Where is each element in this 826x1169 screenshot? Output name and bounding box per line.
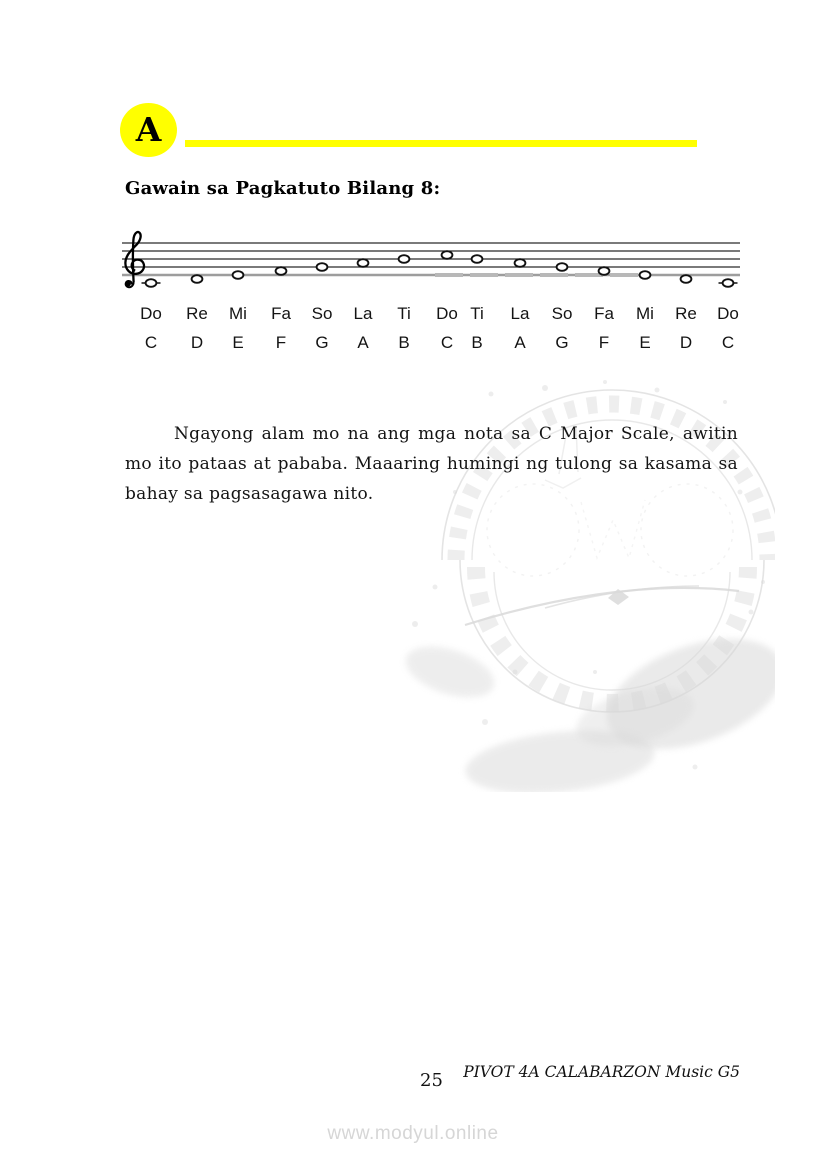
treble-clef-icon [125, 232, 144, 287]
solfege-label: Ti [470, 304, 484, 323]
site-watermark-text: www.modyul.online [327, 1123, 499, 1144]
note-letter-label: D [190, 333, 204, 352]
whole-note [399, 255, 410, 263]
whole-note [233, 271, 244, 279]
whole-note [515, 259, 526, 267]
note-letter-label: C [721, 333, 735, 352]
whole-note [276, 267, 287, 275]
note-letter-label: B [471, 333, 483, 352]
solfege-label: Do [717, 304, 739, 323]
solfege-label: Mi [229, 304, 247, 323]
whole-note [472, 255, 483, 263]
footer-module-title: PIVOT 4A CALABARZON Music G5 [463, 1063, 740, 1081]
whole-note [723, 279, 734, 287]
music-staff [120, 228, 745, 298]
solfege-label: Ti [397, 304, 411, 323]
note-letter-row [0, 333, 826, 355]
solfege-label: So [551, 304, 573, 323]
note-letter-label: G [555, 333, 569, 352]
note-letter-label: A [514, 333, 526, 352]
whole-note [640, 271, 651, 279]
note-letter-label: F [275, 333, 287, 352]
solfege-label: Re [186, 304, 208, 323]
whole-note [317, 263, 328, 271]
section-marker-circle [120, 103, 177, 157]
section-rule [185, 140, 697, 147]
page-number: 25 [420, 1070, 443, 1091]
note-letter-label: D [679, 333, 693, 352]
note-letter-label: G [315, 333, 329, 352]
whole-note [358, 259, 369, 267]
whole-note [557, 263, 568, 271]
solfege-label: Do [140, 304, 162, 323]
note-letter-label: C [440, 333, 454, 352]
solfege-label: Fa [271, 304, 291, 323]
instruction-paragraph: Ngayong alam mo na ang mga nota sa C Major Scale, awitin mo ito pataas at pababa. Maaaring humingi ng tulong sa kasama sa bahay sa pagsasagawa nito. [125, 424, 738, 504]
whole-note [192, 275, 203, 283]
note-letter-label: E [232, 333, 244, 352]
solfege-row [0, 304, 826, 326]
note-letter-label: B [398, 333, 410, 352]
solfege-label: Fa [594, 304, 614, 323]
whole-note [146, 279, 157, 287]
activity-heading: Gawain sa Pagkatuto Bilang 8: [125, 178, 441, 199]
solfege-label: La [353, 304, 373, 323]
solfege-label: Re [675, 304, 697, 323]
note-letter-label: C [144, 333, 158, 352]
note-letter-label: A [357, 333, 369, 352]
section-marker-letter: A [135, 109, 162, 149]
solfege-label: La [510, 304, 530, 323]
solfege-label: Mi [636, 304, 654, 323]
note-letter-label: F [598, 333, 610, 352]
solfege-label: Do [436, 304, 458, 323]
note-letter-label: E [639, 333, 651, 352]
whole-note [442, 251, 453, 259]
staff-notes-group [142, 251, 738, 287]
whole-note [681, 275, 692, 283]
solfege-label: So [311, 304, 333, 323]
whole-note [599, 267, 610, 275]
